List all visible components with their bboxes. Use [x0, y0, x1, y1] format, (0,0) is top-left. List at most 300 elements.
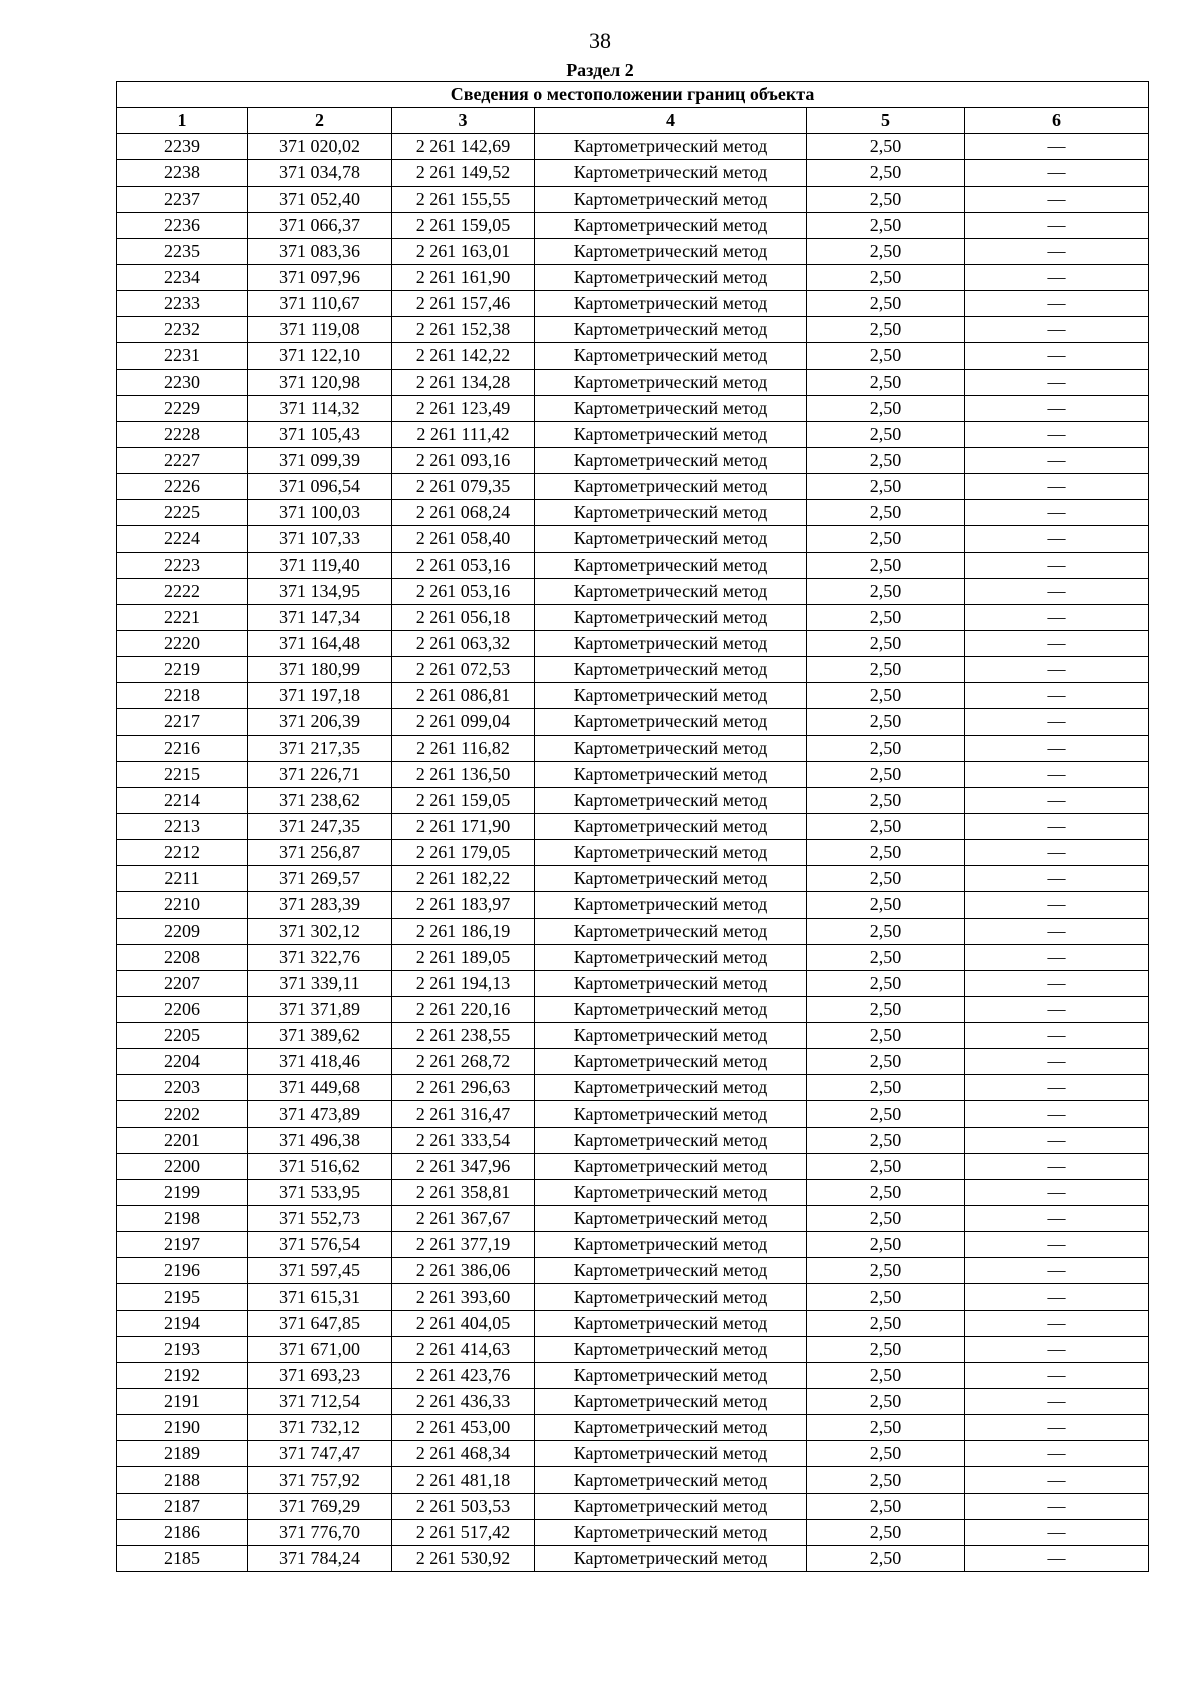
x-coordinate-cell: 371 597,45: [248, 1258, 392, 1284]
y-coordinate-cell: 2 261 530,92: [392, 1545, 535, 1571]
dash-mark: —: [1047, 293, 1066, 314]
x-coordinate-cell: 371 322,76: [248, 944, 392, 970]
y-coordinate-cell: 2 261 468,34: [392, 1441, 535, 1467]
method-cell: Картометрический метод: [535, 1415, 807, 1441]
method-cell: Картометрический метод: [535, 1284, 807, 1310]
point-number-cell: 2207: [117, 970, 248, 996]
y-coordinate-cell: 2 261 189,05: [392, 944, 535, 970]
method-cell: Картометрический метод: [535, 578, 807, 604]
point-number-cell: 2202: [117, 1101, 248, 1127]
column-header: 4: [535, 108, 807, 134]
dash-mark: —: [1047, 1208, 1066, 1229]
note-cell: [965, 787, 1149, 813]
dash-mark: —: [1047, 1103, 1066, 1124]
dash-mark: —: [1047, 1417, 1066, 1438]
method-cell: Картометрический метод: [535, 996, 807, 1022]
dash-mark: —: [1047, 136, 1066, 157]
dash-mark: —: [1047, 1338, 1066, 1359]
y-coordinate-cell: 2 261 183,97: [392, 892, 535, 918]
dash-mark: —: [1047, 214, 1066, 235]
x-coordinate-cell: 371 164,48: [248, 630, 392, 656]
table-row: [117, 996, 1149, 1022]
accuracy-cell: 2,50: [807, 996, 965, 1022]
point-number-cell: 2220: [117, 630, 248, 656]
method-cell: Картометрический метод: [535, 840, 807, 866]
y-coordinate-cell: 2 261 179,05: [392, 840, 535, 866]
dash-mark: —: [1047, 267, 1066, 288]
table-row: [117, 1049, 1149, 1075]
table-row: [117, 787, 1149, 813]
dash-mark: —: [1047, 946, 1066, 967]
note-cell: [965, 683, 1149, 709]
table-row: [117, 343, 1149, 369]
accuracy-cell: 2,50: [807, 840, 965, 866]
accuracy-cell: 2,50: [807, 1153, 965, 1179]
point-number-cell: 2192: [117, 1362, 248, 1388]
method-cell: Картометрический метод: [535, 1545, 807, 1571]
note-cell: [965, 395, 1149, 421]
table-row: [117, 1258, 1149, 1284]
point-number-cell: 2214: [117, 787, 248, 813]
method-cell: Картометрический метод: [535, 970, 807, 996]
point-number-cell: 2210: [117, 892, 248, 918]
dash-mark: —: [1047, 554, 1066, 575]
note-cell: [965, 343, 1149, 369]
accuracy-cell: 2,50: [807, 1362, 965, 1388]
y-coordinate-cell: 2 261 155,55: [392, 186, 535, 212]
dash-mark: —: [1047, 1391, 1066, 1412]
y-coordinate-cell: 2 261 142,22: [392, 343, 535, 369]
y-coordinate-cell: 2 261 333,54: [392, 1127, 535, 1153]
dash-mark: —: [1047, 1286, 1066, 1307]
method-cell: Картометрический метод: [535, 630, 807, 656]
x-coordinate-cell: 371 099,39: [248, 447, 392, 473]
point-number-cell: 2219: [117, 657, 248, 683]
x-coordinate-cell: 371 732,12: [248, 1415, 392, 1441]
y-coordinate-cell: 2 261 377,19: [392, 1232, 535, 1258]
note-cell: [965, 1545, 1149, 1571]
note-cell: [965, 1101, 1149, 1127]
method-cell: Картометрический метод: [535, 186, 807, 212]
table-row: [117, 369, 1149, 395]
point-number-cell: 2213: [117, 813, 248, 839]
point-number-cell: 2193: [117, 1336, 248, 1362]
x-coordinate-cell: 371 083,36: [248, 238, 392, 264]
x-coordinate-cell: 371 389,62: [248, 1023, 392, 1049]
note-cell: [965, 291, 1149, 317]
accuracy-cell: 2,50: [807, 1467, 965, 1493]
y-coordinate-cell: 2 261 423,76: [392, 1362, 535, 1388]
point-number-cell: 2196: [117, 1258, 248, 1284]
method-cell: Картометрический метод: [535, 1049, 807, 1075]
note-cell: [965, 1284, 1149, 1310]
dash-mark: —: [1047, 319, 1066, 340]
method-cell: Картометрический метод: [535, 1101, 807, 1127]
y-coordinate-cell: 2 261 072,53: [392, 657, 535, 683]
accuracy-cell: 2,50: [807, 1284, 965, 1310]
note-cell: [965, 212, 1149, 238]
dash-mark: —: [1047, 502, 1066, 523]
point-number-cell: 2203: [117, 1075, 248, 1101]
table-row: [117, 1101, 1149, 1127]
x-coordinate-cell: 371 066,37: [248, 212, 392, 238]
table-row: [117, 1127, 1149, 1153]
table-row: [117, 134, 1149, 160]
y-coordinate-cell: 2 261 159,05: [392, 787, 535, 813]
method-cell: Картометрический метод: [535, 317, 807, 343]
x-coordinate-cell: 371 134,95: [248, 578, 392, 604]
x-coordinate-cell: 371 302,12: [248, 918, 392, 944]
table-caption-row: [117, 82, 1149, 108]
accuracy-cell: 2,50: [807, 500, 965, 526]
accuracy-cell: 2,50: [807, 552, 965, 578]
note-cell: [965, 970, 1149, 996]
method-cell: Картометрический метод: [535, 1232, 807, 1258]
accuracy-cell: 2,50: [807, 317, 965, 343]
point-number-cell: 2232: [117, 317, 248, 343]
table-row: [117, 970, 1149, 996]
point-number-cell: 2226: [117, 474, 248, 500]
point-number-cell: 2223: [117, 552, 248, 578]
point-number-cell: 2186: [117, 1519, 248, 1545]
point-number-cell: 2234: [117, 264, 248, 290]
y-coordinate-cell: 2 261 152,38: [392, 317, 535, 343]
note-cell: [965, 1493, 1149, 1519]
x-coordinate-cell: 371 180,99: [248, 657, 392, 683]
method-cell: Картометрический метод: [535, 1362, 807, 1388]
table-row: [117, 1336, 1149, 1362]
x-coordinate-cell: 371 105,43: [248, 421, 392, 447]
table-row: [117, 186, 1149, 212]
point-number-cell: 2195: [117, 1284, 248, 1310]
point-number-cell: 2194: [117, 1310, 248, 1336]
method-cell: Картометрический метод: [535, 1179, 807, 1205]
column-header: 5: [807, 108, 965, 134]
accuracy-cell: 2,50: [807, 369, 965, 395]
accuracy-cell: 2,50: [807, 134, 965, 160]
table-row: [117, 264, 1149, 290]
point-number-cell: 2209: [117, 918, 248, 944]
column-header-row: [117, 108, 1149, 134]
x-coordinate-cell: 371 418,46: [248, 1049, 392, 1075]
method-cell: Картометрический метод: [535, 1336, 807, 1362]
note-cell: [965, 421, 1149, 447]
note-cell: [965, 1415, 1149, 1441]
table-row: [117, 317, 1149, 343]
x-coordinate-cell: 371 747,47: [248, 1441, 392, 1467]
table-row: [117, 1179, 1149, 1205]
table-row: [117, 500, 1149, 526]
section-title: Раздел 2: [566, 60, 634, 80]
accuracy-cell: 2,50: [807, 735, 965, 761]
accuracy-cell: 2,50: [807, 918, 965, 944]
method-cell: Картометрический метод: [535, 343, 807, 369]
method-cell: Картометрический метод: [535, 709, 807, 735]
note-cell: [965, 657, 1149, 683]
method-cell: Картометрический метод: [535, 134, 807, 160]
point-number-cell: 2200: [117, 1153, 248, 1179]
method-cell: Картометрический метод: [535, 683, 807, 709]
accuracy-cell: 2,50: [807, 1232, 965, 1258]
column-header: 2: [248, 108, 392, 134]
point-number-cell: 2216: [117, 735, 248, 761]
table-row: [117, 918, 1149, 944]
dash-mark: —: [1047, 240, 1066, 261]
y-coordinate-cell: 2 261 111,42: [392, 421, 535, 447]
method-cell: Картометрический метод: [535, 369, 807, 395]
method-cell: Картометрический метод: [535, 421, 807, 447]
y-coordinate-cell: 2 261 123,49: [392, 395, 535, 421]
accuracy-cell: 2,50: [807, 526, 965, 552]
method-cell: Картометрический метод: [535, 447, 807, 473]
x-coordinate-cell: 371 283,39: [248, 892, 392, 918]
accuracy-cell: 2,50: [807, 264, 965, 290]
x-coordinate-cell: 371 197,18: [248, 683, 392, 709]
accuracy-cell: 2,50: [807, 1075, 965, 1101]
x-coordinate-cell: 371 120,98: [248, 369, 392, 395]
accuracy-cell: 2,50: [807, 578, 965, 604]
y-coordinate-cell: 2 261 161,90: [392, 264, 535, 290]
point-number-cell: 2190: [117, 1415, 248, 1441]
table-body: [117, 134, 1149, 1572]
note-cell: [965, 1232, 1149, 1258]
y-coordinate-cell: 2 261 142,69: [392, 134, 535, 160]
note-cell: [965, 996, 1149, 1022]
accuracy-cell: 2,50: [807, 1336, 965, 1362]
y-coordinate-cell: 2 261 136,50: [392, 761, 535, 787]
x-coordinate-cell: 371 371,89: [248, 996, 392, 1022]
x-coordinate-cell: 371 516,62: [248, 1153, 392, 1179]
accuracy-cell: 2,50: [807, 395, 965, 421]
table-row: [117, 1153, 1149, 1179]
note-cell: [965, 1049, 1149, 1075]
y-coordinate-cell: 2 261 058,40: [392, 526, 535, 552]
y-coordinate-cell: 2 261 367,67: [392, 1206, 535, 1232]
x-coordinate-cell: 371 247,35: [248, 813, 392, 839]
dash-mark: —: [1047, 1495, 1066, 1516]
x-coordinate-cell: 371 020,02: [248, 134, 392, 160]
dash-mark: —: [1047, 1521, 1066, 1542]
accuracy-cell: 2,50: [807, 1101, 965, 1127]
accuracy-cell: 2,50: [807, 683, 965, 709]
note-cell: [965, 1467, 1149, 1493]
point-number-cell: 2191: [117, 1389, 248, 1415]
note-cell: [965, 1023, 1149, 1049]
column-header: 3: [392, 108, 535, 134]
method-cell: Картометрический метод: [535, 866, 807, 892]
x-coordinate-cell: 371 784,24: [248, 1545, 392, 1571]
x-coordinate-cell: 371 269,57: [248, 866, 392, 892]
table-row: [117, 709, 1149, 735]
x-coordinate-cell: 371 615,31: [248, 1284, 392, 1310]
dash-mark: —: [1047, 816, 1066, 836]
dash-mark: —: [1047, 1129, 1066, 1150]
note-cell: [965, 317, 1149, 343]
dash-mark: —: [1047, 659, 1066, 680]
dash-mark: —: [1047, 711, 1066, 732]
table-row: [117, 291, 1149, 317]
table-row: [117, 1075, 1149, 1101]
y-coordinate-cell: 2 261 358,81: [392, 1179, 535, 1205]
x-coordinate-cell: 371 238,62: [248, 787, 392, 813]
dash-mark: —: [1047, 188, 1066, 209]
x-coordinate-cell: 371 114,32: [248, 395, 392, 421]
method-cell: Картометрический метод: [535, 1389, 807, 1415]
method-cell: Картометрический метод: [535, 761, 807, 787]
accuracy-cell: 2,50: [807, 944, 965, 970]
dash-mark: —: [1047, 868, 1066, 889]
accuracy-cell: 2,50: [807, 787, 965, 813]
y-coordinate-cell: 2 261 220,16: [392, 996, 535, 1022]
accuracy-cell: 2,50: [807, 709, 965, 735]
note-cell: [965, 264, 1149, 290]
point-number-cell: 2228: [117, 421, 248, 447]
accuracy-cell: 2,50: [807, 1049, 965, 1075]
x-coordinate-cell: 371 097,96: [248, 264, 392, 290]
table-row: [117, 395, 1149, 421]
method-cell: Картометрический метод: [535, 813, 807, 839]
y-coordinate-cell: 2 261 093,16: [392, 447, 535, 473]
point-number-cell: 2189: [117, 1441, 248, 1467]
note-cell: [965, 186, 1149, 212]
y-coordinate-cell: 2 261 393,60: [392, 1284, 535, 1310]
accuracy-cell: 2,50: [807, 1493, 965, 1519]
accuracy-cell: 2,50: [807, 1441, 965, 1467]
note-cell: [965, 866, 1149, 892]
accuracy-cell: 2,50: [807, 866, 965, 892]
dash-mark: —: [1047, 371, 1066, 392]
accuracy-cell: 2,50: [807, 892, 965, 918]
y-coordinate-cell: 2 261 056,18: [392, 604, 535, 630]
note-cell: [965, 526, 1149, 552]
x-coordinate-cell: 371 671,00: [248, 1336, 392, 1362]
table-row: [117, 813, 1149, 839]
y-coordinate-cell: 2 261 086,81: [392, 683, 535, 709]
method-cell: Картометрический метод: [535, 395, 807, 421]
point-number-cell: 2224: [117, 526, 248, 552]
dash-mark: —: [1047, 633, 1066, 654]
method-cell: Картометрический метод: [535, 264, 807, 290]
note-cell: [965, 369, 1149, 395]
x-coordinate-cell: 371 119,40: [248, 552, 392, 578]
column-header: 6: [965, 108, 1149, 134]
method-cell: Картометрический метод: [535, 1258, 807, 1284]
dash-mark: —: [1047, 1181, 1066, 1202]
note-cell: [965, 761, 1149, 787]
point-number-cell: 2227: [117, 447, 248, 473]
dash-mark: —: [1047, 1312, 1066, 1333]
accuracy-cell: 2,50: [807, 1179, 965, 1205]
table-row: [117, 1206, 1149, 1232]
dash-mark: —: [1047, 1077, 1066, 1098]
table-row: [117, 1284, 1149, 1310]
dash-mark: —: [1047, 894, 1066, 915]
table-row: [117, 578, 1149, 604]
note-cell: [965, 1179, 1149, 1205]
y-coordinate-cell: 2 261 436,33: [392, 1389, 535, 1415]
dash-mark: —: [1047, 737, 1066, 758]
y-coordinate-cell: 2 261 503,53: [392, 1493, 535, 1519]
table-row: [117, 840, 1149, 866]
accuracy-cell: 2,50: [807, 474, 965, 500]
dash-mark: —: [1047, 162, 1066, 183]
method-cell: Картометрический метод: [535, 552, 807, 578]
note-cell: [965, 630, 1149, 656]
point-number-cell: 2236: [117, 212, 248, 238]
method-cell: Картометрический метод: [535, 1310, 807, 1336]
dash-mark: —: [1047, 1260, 1066, 1281]
x-coordinate-cell: 371 769,29: [248, 1493, 392, 1519]
dash-mark: —: [1047, 842, 1066, 863]
y-coordinate-cell: 2 261 186,19: [392, 918, 535, 944]
dash-mark: —: [1047, 972, 1066, 993]
x-coordinate-cell: 371 147,34: [248, 604, 392, 630]
method-cell: Картометрический метод: [535, 291, 807, 317]
column-header: 1: [117, 108, 248, 134]
method-cell: Картометрический метод: [535, 1153, 807, 1179]
table-row: [117, 1023, 1149, 1049]
point-number-cell: 2208: [117, 944, 248, 970]
method-cell: Картометрический метод: [535, 1075, 807, 1101]
method-cell: Картометрический метод: [535, 918, 807, 944]
method-cell: Картометрический метод: [535, 892, 807, 918]
table-row: [117, 526, 1149, 552]
x-coordinate-cell: 371 034,78: [248, 160, 392, 186]
accuracy-cell: 2,50: [807, 1389, 965, 1415]
dash-mark: —: [1047, 528, 1066, 549]
accuracy-cell: 2,50: [807, 604, 965, 630]
y-coordinate-cell: 2 261 296,63: [392, 1075, 535, 1101]
y-coordinate-cell: 2 261 116,82: [392, 735, 535, 761]
dash-mark: —: [1047, 450, 1066, 471]
point-number-cell: 2229: [117, 395, 248, 421]
accuracy-cell: 2,50: [807, 238, 965, 264]
x-coordinate-cell: 371 712,54: [248, 1389, 392, 1415]
table-row: [117, 447, 1149, 473]
note-cell: [965, 709, 1149, 735]
dash-mark: —: [1047, 1364, 1066, 1385]
note-cell: [965, 134, 1149, 160]
y-coordinate-cell: 2 261 171,90: [392, 813, 535, 839]
table-row: [117, 866, 1149, 892]
x-coordinate-cell: 371 496,38: [248, 1127, 392, 1153]
point-number-cell: 2230: [117, 369, 248, 395]
x-coordinate-cell: 371 449,68: [248, 1075, 392, 1101]
note-cell: [965, 474, 1149, 500]
point-number-cell: 2197: [117, 1232, 248, 1258]
method-cell: Картометрический метод: [535, 1206, 807, 1232]
accuracy-cell: 2,50: [807, 447, 965, 473]
note-cell: [965, 1310, 1149, 1336]
y-coordinate-cell: 2 261 386,06: [392, 1258, 535, 1284]
method-cell: Картометрический метод: [535, 500, 807, 526]
note-cell: [965, 447, 1149, 473]
note-cell: [965, 1153, 1149, 1179]
y-coordinate-cell: 2 261 063,32: [392, 630, 535, 656]
accuracy-cell: 2,50: [807, 212, 965, 238]
note-cell: [965, 552, 1149, 578]
note-cell: [965, 944, 1149, 970]
accuracy-cell: 2,50: [807, 657, 965, 683]
accuracy-cell: 2,50: [807, 1310, 965, 1336]
y-coordinate-cell: 2 261 238,55: [392, 1023, 535, 1049]
y-coordinate-cell: 2 261 134,28: [392, 369, 535, 395]
x-coordinate-cell: 371 533,95: [248, 1179, 392, 1205]
dash-mark: —: [1047, 1051, 1066, 1072]
dash-mark: —: [1047, 1547, 1066, 1568]
table-row: [117, 1232, 1149, 1258]
method-cell: Картометрический метод: [535, 944, 807, 970]
